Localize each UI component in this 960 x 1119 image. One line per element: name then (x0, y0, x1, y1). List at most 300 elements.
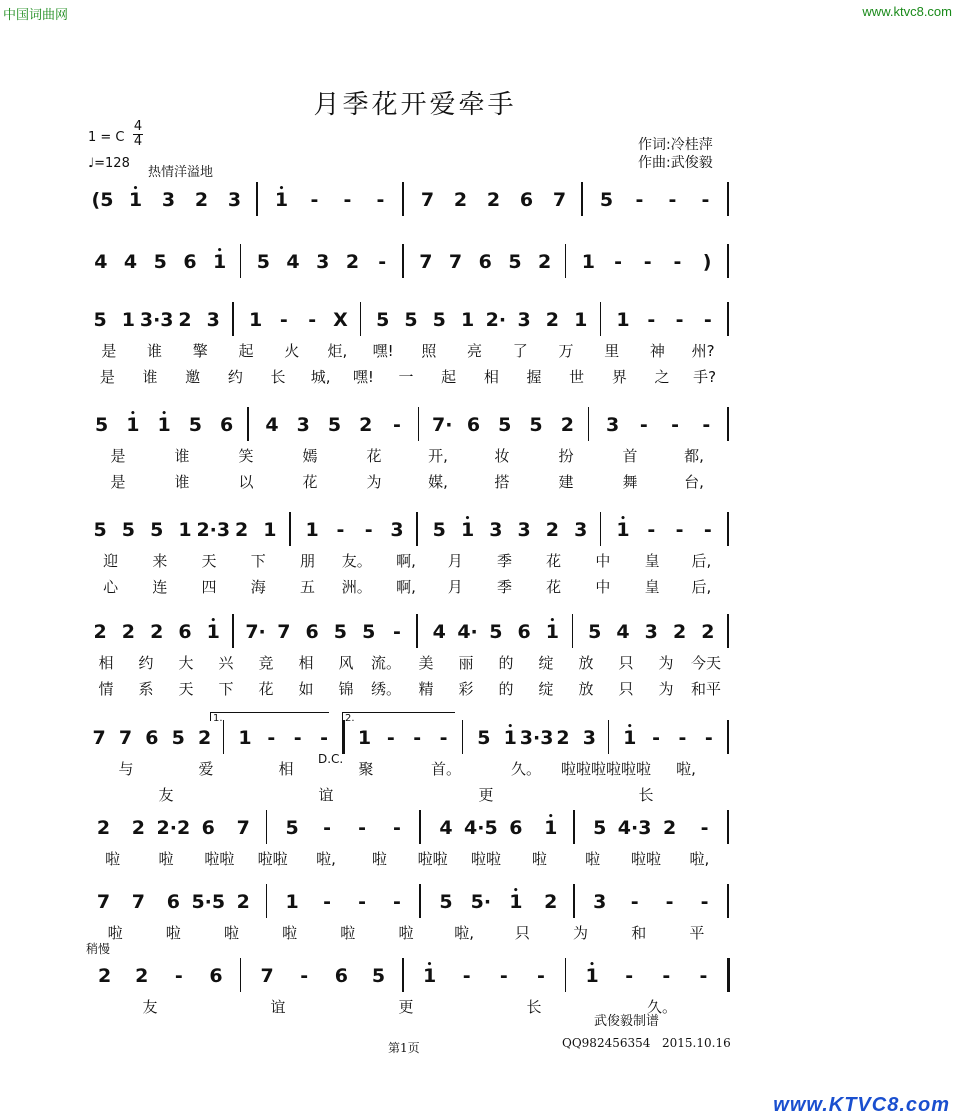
note: 2 (672, 621, 687, 643)
lyric-syllable: 如 (298, 680, 314, 698)
note: 6 (209, 965, 223, 987)
lyric-syllable: 是 (101, 342, 117, 360)
note-dash: - (364, 519, 373, 541)
lyric-line-2 (78, 576, 740, 596)
lyric-syllable: 锦 (338, 680, 354, 698)
note: 5 (285, 817, 299, 839)
barline (727, 512, 729, 546)
lyric-syllable: 与 (118, 760, 134, 778)
note-dash: - (639, 414, 648, 436)
note: 1 (178, 519, 192, 541)
lyric-line-2 (78, 784, 740, 804)
lyric-syllable: 啦啦 (630, 850, 662, 868)
arranger-credit: 武俊毅制谱 (594, 1014, 660, 1029)
lyric-syllable: 啦啦 (417, 850, 448, 868)
note-dash: - (279, 309, 288, 331)
note-dash: - (376, 189, 385, 211)
note-dash: - (413, 727, 422, 749)
barline (223, 720, 225, 754)
note: 4 (265, 414, 279, 436)
barline (600, 302, 602, 336)
note: 7 (277, 621, 291, 643)
note: 5 (498, 414, 512, 436)
lyric-syllable: 啦 (165, 924, 181, 942)
lyric-line-1 (78, 848, 740, 868)
barline (256, 182, 258, 216)
note: 2 (545, 519, 560, 541)
lyric-line-1 (78, 550, 740, 570)
note: 5 (362, 621, 376, 643)
lyric-syllable: 搭 (494, 473, 510, 491)
note: 4 (123, 251, 138, 273)
note-dash: - (320, 727, 329, 749)
note-dash: - (700, 817, 709, 839)
note: (5 (91, 189, 114, 211)
lyric-syllable: 啊, (396, 578, 416, 596)
lyric-syllable: 皇 (644, 552, 660, 570)
note-dash: - (630, 891, 639, 913)
lyric-syllable: 为 (573, 924, 589, 942)
note: 6 (509, 817, 523, 839)
lyric-syllable: 迎 (103, 552, 119, 570)
score-line (78, 510, 740, 614)
contact-number: QQ982456354 (562, 1036, 651, 1050)
lyric-syllable: 相 (483, 368, 499, 386)
note: 2·2 (156, 817, 191, 839)
lyric-syllable: 友 (142, 998, 158, 1016)
lyric-syllable: 建 (558, 473, 574, 491)
lyric-syllable: 万 (558, 342, 574, 360)
lyric-syllable: 一 (398, 368, 414, 386)
note: • 1 (546, 622, 559, 642)
note-dash: - (675, 519, 684, 541)
lyric-syllable: 后, (691, 578, 712, 596)
lyric-syllable: 情 (98, 680, 114, 698)
note: 5 (439, 891, 453, 913)
lyric-syllable: 谊 (318, 786, 334, 804)
double-barline (342, 720, 345, 754)
lyric-line-2 (78, 678, 740, 698)
note: 7· (245, 621, 266, 643)
lyric-syllable: 开, (428, 447, 448, 465)
lyric-syllable: 皇 (644, 578, 660, 596)
lyric-syllable: 世 (569, 368, 585, 386)
site-watermark-bottom: www.KTVC8.com (773, 1094, 950, 1116)
note: 7 (419, 251, 433, 273)
lyric-syllable: 谁 (142, 368, 158, 386)
lyric-syllable: 花 (366, 447, 382, 465)
note: 4 (286, 251, 300, 273)
lyric-syllable: 手? (693, 368, 717, 386)
lyric-syllable: 啦 (531, 850, 547, 868)
second-ending-label: 2. (345, 713, 355, 724)
barline (402, 958, 404, 992)
lyric-syllable: 啦, (316, 850, 336, 868)
note: 6 (166, 891, 180, 913)
note-dash: - (499, 965, 508, 987)
lyric-syllable: 约 (227, 368, 243, 386)
lyric-syllable: 都, (684, 447, 704, 465)
barline (247, 407, 249, 441)
note: 4 (94, 251, 108, 273)
note: 5·5 (191, 891, 226, 913)
lyric-syllable: 啦 (371, 850, 387, 868)
lyric-syllable: 季 (496, 552, 512, 570)
lyric-line-1 (78, 652, 740, 672)
note: 1 (616, 309, 630, 331)
barline (608, 720, 610, 754)
note: 6 (305, 621, 319, 643)
site-watermark-top-right: www.ktvc8.com (862, 4, 952, 19)
lyric-syllable: 城, (310, 368, 331, 386)
note: 3 (644, 621, 658, 643)
lyric-syllable: 起 (441, 368, 457, 386)
staff-line (78, 882, 740, 922)
note: • 1 (623, 728, 636, 748)
barline (240, 244, 242, 278)
note-dash: - (378, 251, 387, 273)
note: 6 (519, 189, 534, 211)
lyric-syllable: 嘿! (372, 342, 394, 360)
note-dash: - (336, 519, 345, 541)
note: • 1 (423, 966, 436, 986)
note-dash: - (393, 621, 401, 643)
lyric-syllable: 四 (201, 578, 217, 596)
note-dash: - (462, 965, 471, 987)
lyric-line-1 (78, 340, 740, 360)
lyric-syllable: 界 (611, 368, 627, 386)
lyric-syllable: 月 (447, 578, 463, 596)
lyric-syllable: 长 (638, 786, 654, 804)
barline (418, 407, 420, 441)
lyric-syllable: 炬, (327, 342, 348, 360)
staff-line (78, 808, 740, 848)
lyric-syllable: 只 (618, 654, 634, 672)
note: 2 (486, 189, 501, 211)
note: 3 (316, 251, 330, 273)
barline (419, 810, 421, 844)
staff-line (78, 405, 740, 445)
lyric-syllable: 绽 (538, 654, 554, 672)
note: 5 (171, 727, 185, 749)
note: 5 (593, 817, 607, 839)
barline (462, 720, 464, 754)
lyric-syllable: 谁 (174, 473, 190, 491)
lyric-syllable: 久。 (646, 998, 678, 1016)
song-title: 月季花开爱牵手 (313, 90, 517, 120)
lyric-syllable: 的 (498, 680, 514, 698)
note: 7 (118, 727, 133, 749)
note: 3 (296, 414, 310, 436)
lyric-syllable: 久。 (510, 760, 542, 778)
note-dash: - (323, 817, 332, 839)
note: 7 (448, 251, 463, 273)
note: 3 (489, 519, 503, 541)
note-dash: - (343, 189, 352, 211)
note: 3 (517, 519, 531, 541)
note: 5 (489, 621, 503, 643)
note-dash: - (393, 817, 401, 839)
lyric-syllable: 啦, (676, 760, 696, 778)
note: • 1 (207, 622, 220, 642)
barline (572, 614, 574, 648)
note-dash: - (673, 251, 682, 273)
lyric-syllable: 嫣 (302, 447, 318, 465)
barline (266, 810, 268, 844)
lyric-syllable: 系 (138, 680, 154, 698)
note: 2 (96, 817, 111, 839)
note: 7 (96, 891, 111, 913)
note: 5 (432, 519, 446, 541)
note: 2 (150, 621, 164, 643)
lyric-line-2 (78, 471, 740, 491)
note: 1 (248, 309, 263, 331)
note: 2 (93, 621, 107, 643)
note: 4 (616, 621, 630, 643)
note: 6 (517, 621, 531, 643)
note-dash: - (703, 309, 712, 331)
lyric-line-1 (78, 758, 740, 778)
note-dash: - (293, 727, 302, 749)
lyric-syllable: 啦 (105, 850, 121, 868)
note: 4· (457, 621, 478, 643)
note: 2 (345, 251, 360, 273)
note: 2 (198, 727, 212, 749)
lyric-syllable: 台, (684, 473, 704, 491)
lyric-syllable: 啦 (585, 850, 601, 868)
lyric-syllable: 下 (218, 680, 234, 698)
double-barline (727, 958, 730, 992)
barline (232, 614, 234, 648)
lyric-syllable: 美 (418, 654, 434, 672)
lyric-syllable: 谁 (147, 342, 163, 360)
note: 2 (178, 309, 192, 331)
barline (727, 407, 729, 441)
lyric-syllable: 妆 (494, 447, 510, 465)
score-line (78, 300, 740, 404)
note: 6 (334, 965, 348, 987)
lyric-syllable: 中 (595, 578, 611, 596)
barline (232, 302, 234, 336)
lyric-syllable: 友。 (341, 552, 372, 570)
lyric-syllable: 精 (418, 680, 434, 698)
lyric-syllable: 聚 (358, 760, 374, 778)
note: 1 (574, 309, 588, 331)
note: 5 (256, 251, 270, 273)
key-signature: 1 = C (88, 130, 125, 145)
note: 6 (183, 251, 197, 273)
score-line (78, 405, 740, 509)
barline (581, 182, 583, 216)
note: 4·3 (617, 817, 652, 839)
lyric-syllable: 洲。 (341, 578, 372, 596)
lyric-syllable: 流。 (370, 654, 402, 672)
lyric-syllable: 是 (110, 447, 126, 465)
lyric-syllable: 今天 (690, 654, 722, 672)
lyric-syllable: 啦 (223, 924, 239, 942)
note: 5 (376, 309, 390, 331)
time-signature-top: 4 (133, 119, 143, 134)
lyric-syllable: 照 (421, 342, 437, 360)
barline (240, 958, 242, 992)
lyric-syllable: 和 (631, 924, 647, 942)
note: 6 (178, 621, 192, 643)
lyric-syllable: 来 (152, 552, 168, 570)
note-dash: - (323, 891, 332, 913)
note: 5 (95, 414, 109, 436)
note: 5 (327, 414, 342, 436)
note-dash: - (675, 309, 684, 331)
note: 5 (508, 251, 522, 273)
note: 3·3 (519, 727, 554, 749)
note-dash: - (635, 189, 644, 211)
note: 1 (305, 519, 319, 541)
note: 2 (544, 891, 558, 913)
note: • 1 (544, 818, 557, 838)
note-dash: - (699, 965, 708, 987)
note: 6 (201, 817, 215, 839)
lyric-syllable: 风 (338, 654, 354, 672)
lyric-syllable: 心 (103, 578, 119, 596)
lyric-syllable: 竞 (258, 654, 274, 672)
note: 7 (420, 189, 435, 211)
note: 2·3 (196, 519, 231, 541)
lyric-syllable: 更 (478, 786, 494, 804)
note: 2 (234, 519, 249, 541)
note: • 1 (461, 520, 474, 540)
note-dash: - (662, 965, 671, 987)
lyric-syllable: 啦 (340, 924, 356, 942)
note: 5 (188, 414, 203, 436)
lyric-syllable: 绽 (538, 680, 554, 698)
barline (727, 720, 729, 754)
barline (266, 884, 268, 918)
note-dash: - (536, 965, 545, 987)
barline (600, 512, 602, 546)
note: 7· (432, 414, 453, 436)
lyric-syllable: 谊 (270, 998, 286, 1016)
barline (727, 810, 729, 844)
barline (573, 884, 575, 918)
note: 4 (432, 621, 446, 643)
note-dash: - (300, 965, 309, 987)
note: 5 (121, 519, 136, 541)
barline (419, 884, 421, 918)
time-signature-bottom: 4 (133, 134, 143, 149)
lyric-syllable: 兴 (218, 654, 234, 672)
lyric-syllable: 以 (238, 473, 254, 491)
tempo-marking (88, 156, 130, 171)
lyric-syllable: 天 (178, 680, 194, 698)
barline (727, 884, 729, 918)
note: 1 (263, 519, 277, 541)
lyric-syllable: 啦 (398, 924, 414, 942)
note: 4·5 (464, 817, 498, 839)
lyric-syllable: 啦, (689, 850, 710, 868)
page-number: 第1页 (388, 1041, 420, 1055)
note: 5 (588, 621, 602, 643)
note-dash: - (647, 519, 656, 541)
note: 1 (581, 251, 595, 273)
note-dash: - (665, 891, 674, 913)
note-dash: - (308, 309, 317, 331)
note-dash: - (393, 891, 401, 913)
note: • 1 (585, 966, 598, 986)
note: ) (702, 251, 712, 273)
barline (565, 958, 567, 992)
lyric-syllable: 州? (691, 342, 715, 360)
staff-line (78, 956, 740, 996)
note: • 1 (158, 415, 171, 435)
lyric-syllable: 长 (526, 998, 542, 1016)
lyric-syllable: 放 (578, 654, 594, 672)
lyric-syllable: 只 (514, 924, 530, 942)
lyric-line-1 (78, 445, 740, 465)
note: 2 (453, 189, 468, 211)
score-line (78, 612, 740, 716)
lyric-syllable: 花 (546, 578, 562, 596)
lyric-syllable: 首 (622, 447, 638, 465)
first-ending-label: 1. (213, 713, 223, 724)
lyric-syllable: 和平 (690, 680, 722, 698)
note: 2 (121, 621, 136, 643)
note-dash: - (358, 891, 366, 913)
note: 1 (357, 727, 372, 749)
lyric-syllable: 只 (618, 680, 634, 698)
note: 3 (574, 519, 588, 541)
lyric-syllable: 爱 (198, 760, 214, 778)
note: 3 (206, 309, 220, 331)
lyric-syllable: 为 (658, 680, 674, 698)
barline (416, 614, 418, 648)
note: • 1 (129, 190, 142, 210)
quarter-note-icon: ♩ (88, 156, 95, 171)
staff-line (78, 718, 740, 758)
note: 1 (285, 891, 299, 913)
lyricist-credit: 作词:冷桂萍 (638, 137, 713, 153)
lyric-syllable: 笑 (238, 447, 254, 465)
lyric-syllable: 邀 (185, 368, 201, 386)
lyric-syllable: 友 (158, 786, 174, 804)
note: 5 (599, 189, 614, 211)
note: 5· (470, 891, 492, 913)
barline (289, 512, 291, 546)
note: 5 (93, 519, 107, 541)
barline (727, 302, 729, 336)
expression-marking: 稍慢 (86, 942, 111, 956)
lyric-syllable: 是 (110, 473, 126, 491)
note: 3 (605, 414, 620, 436)
time-signature (133, 120, 143, 149)
lyric-syllable: 神 (649, 342, 665, 360)
lyric-syllable: 花 (302, 473, 318, 491)
barline (588, 407, 590, 441)
lyric-syllable: 啊, (396, 552, 416, 570)
note-dash: - (701, 189, 710, 211)
lyric-syllable: 里 (604, 342, 620, 360)
lyric-syllable: 彩 (458, 680, 474, 698)
note-dash: - (614, 251, 622, 273)
lyric-syllable: 相 (278, 760, 294, 778)
note: 6 (466, 414, 481, 436)
note: 1 (238, 727, 252, 749)
note: X (333, 309, 348, 331)
barline (416, 512, 418, 546)
lyric-syllable: 媒, (428, 473, 448, 491)
lyric-syllable: 啦 (158, 850, 174, 868)
barline (360, 302, 362, 336)
lyric-syllable: 花 (258, 680, 274, 698)
